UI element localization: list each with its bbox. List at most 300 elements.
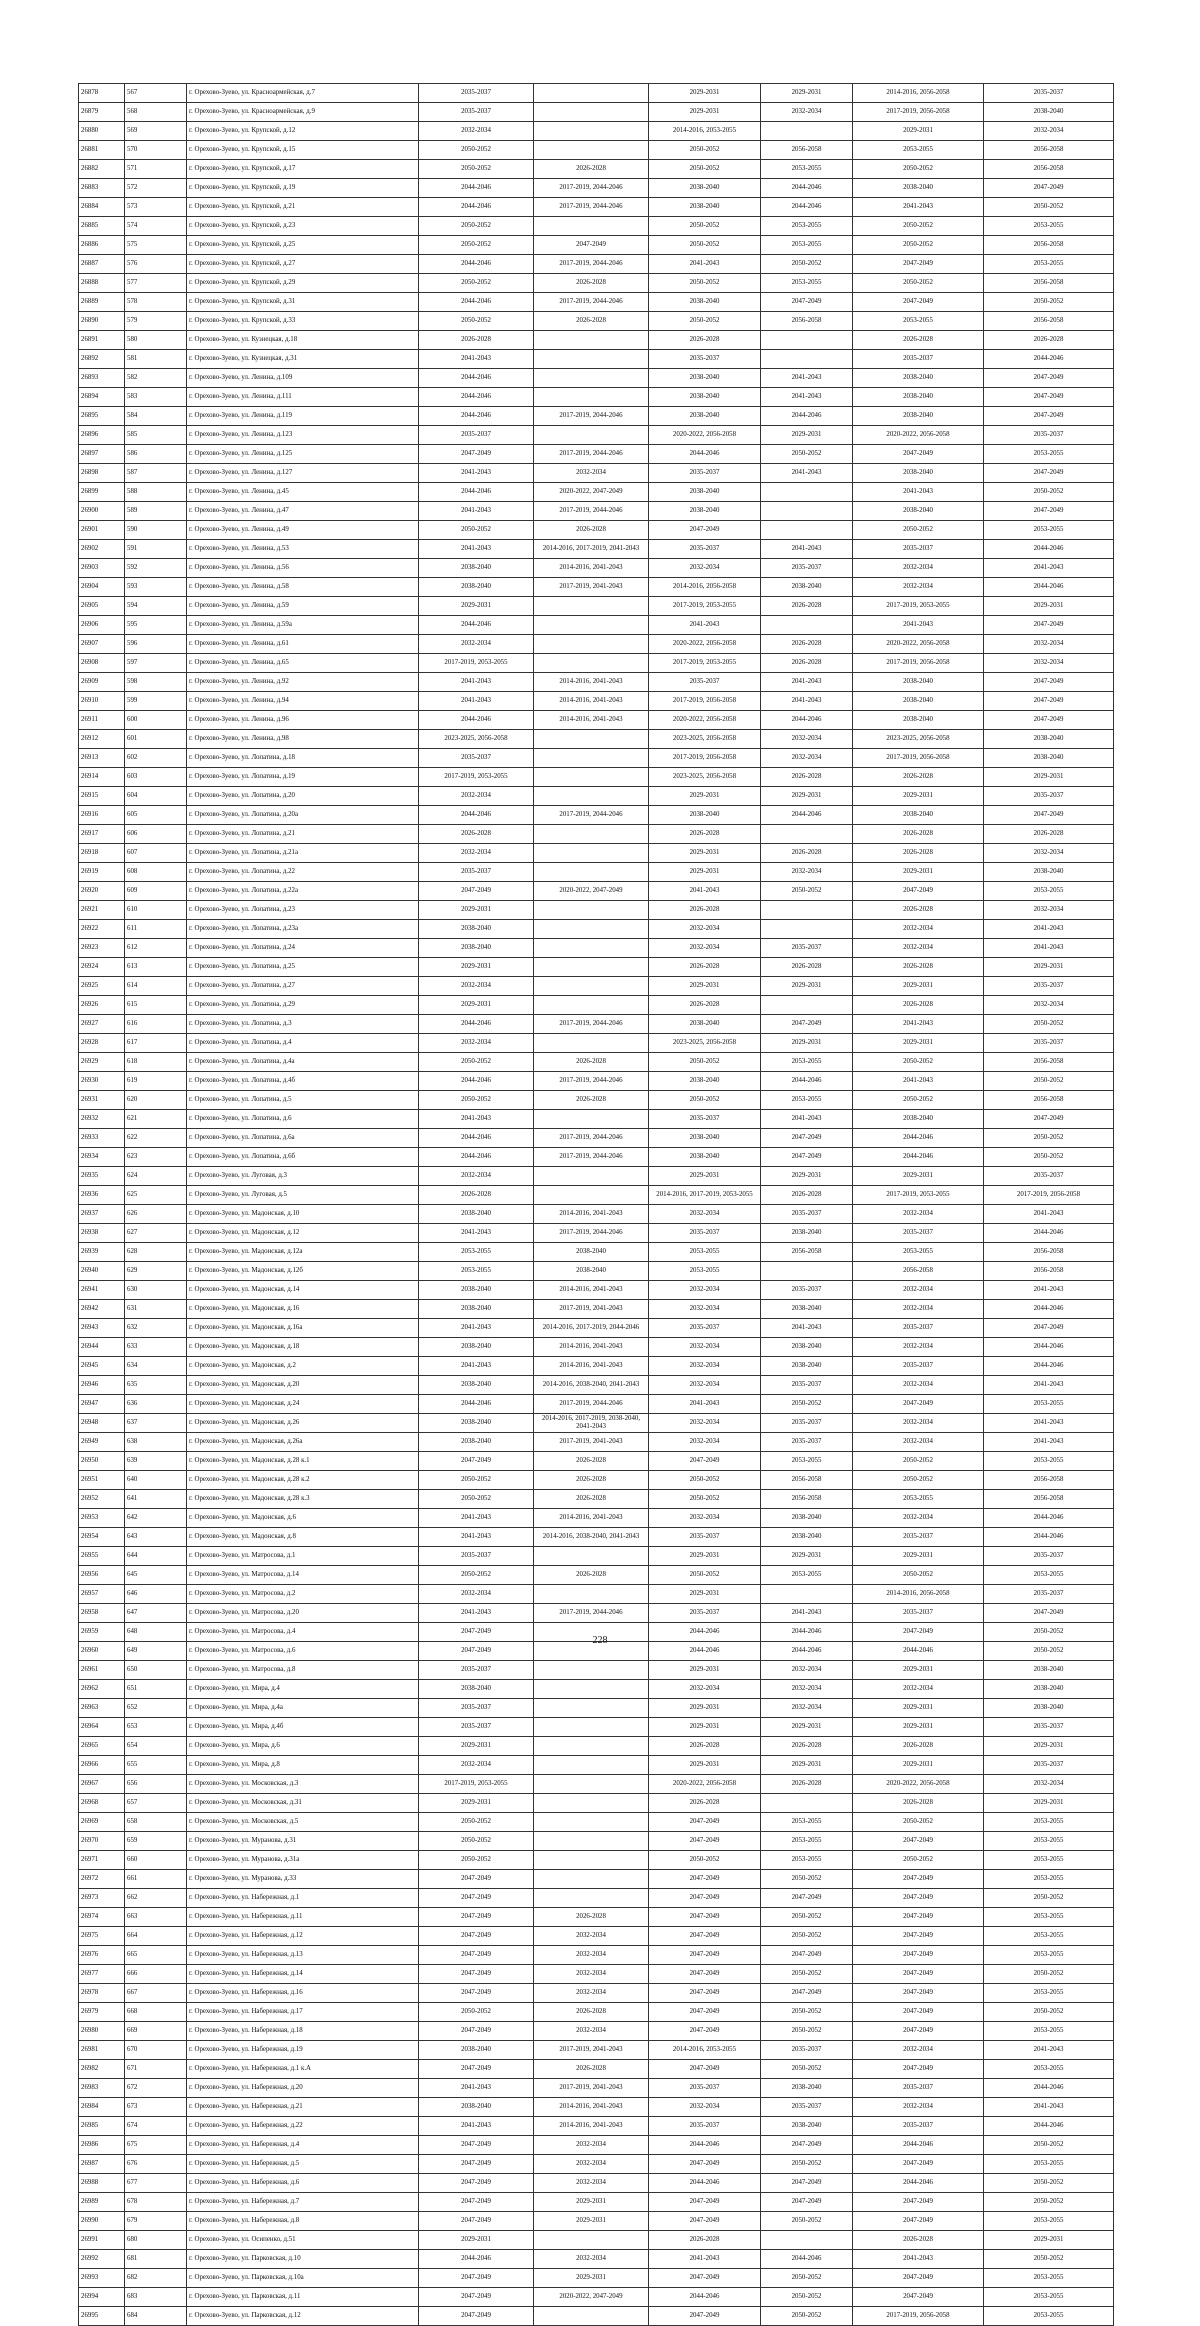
table-row [79, 1490, 1114, 1509]
house-number-cell: 602 [125, 749, 187, 768]
period-cell-2: 2032-2034 [534, 2250, 649, 2269]
period-cell-3: 2038-2040 [649, 502, 761, 521]
house-number-cell: 642 [125, 1509, 187, 1528]
period-cell-4: 2038-2040 [761, 1300, 853, 1319]
period-cell-5: 2029-2031 [853, 1034, 984, 1053]
period-cell-2 [534, 1737, 649, 1756]
period-cell-3: 2026-2028 [649, 331, 761, 350]
house-number-cell: 575 [125, 236, 187, 255]
address-cell: г. Орехово-Зуево, ул. Ленина, д.53 [187, 540, 419, 559]
house-number-cell: 635 [125, 1376, 187, 1395]
period-cell-1: 2038-2040 [419, 1414, 534, 1433]
house-number-cell: 654 [125, 1737, 187, 1756]
period-cell-6: 2029-2031 [984, 1737, 1114, 1756]
period-cell-6: 2038-2040 [984, 730, 1114, 749]
period-cell-6: 2032-2034 [984, 654, 1114, 673]
period-cell-3: 2047-2049 [649, 2193, 761, 2212]
table-row [79, 1148, 1114, 1167]
period-cell-3: 2047-2049 [649, 1984, 761, 2003]
period-cell-4 [761, 1794, 853, 1813]
period-cell-3: 2032-2034 [649, 1680, 761, 1699]
house-number-cell: 636 [125, 1395, 187, 1414]
period-cell-1: 2047-2049 [419, 1908, 534, 1927]
table-row [79, 597, 1114, 616]
period-cell-3: 2050-2052 [649, 160, 761, 179]
period-cell-3: 2041-2043 [649, 2250, 761, 2269]
period-cell-2: 2017-2019, 2044-2046 [534, 502, 649, 521]
period-cell-6: 2044-2046 [984, 1300, 1114, 1319]
period-cell-4: 2047-2049 [761, 1984, 853, 2003]
address-cell: г. Орехово-Зуево, ул. Ленина, д.59 [187, 597, 419, 616]
period-cell-4 [761, 2231, 853, 2250]
period-cell-3: 2041-2043 [649, 255, 761, 274]
period-cell-3: 2044-2046 [649, 1642, 761, 1661]
period-cell-3: 2026-2028 [649, 958, 761, 977]
period-cell-6: 2053-2055 [984, 1908, 1114, 1927]
period-cell-1: 2050-2052 [419, 217, 534, 236]
period-cell-3: 2029-2031 [649, 787, 761, 806]
register-sheet [78, 83, 1113, 2326]
period-cell-2 [534, 1699, 649, 1718]
period-cell-5: 2047-2049 [853, 2060, 984, 2079]
period-cell-1: 2029-2031 [419, 901, 534, 920]
house-number-cell: 646 [125, 1585, 187, 1604]
house-number-cell: 629 [125, 1262, 187, 1281]
period-cell-6: 2032-2034 [984, 996, 1114, 1015]
row-id-cell: 26933 [79, 1129, 125, 1148]
period-cell-1: 2032-2034 [419, 122, 534, 141]
period-cell-2: 2014-2016, 2041-2043 [534, 2098, 649, 2117]
period-cell-5: 2050-2052 [853, 1452, 984, 1471]
address-cell: г. Орехово-Зуево, ул. Красноармейская, д.9 [187, 103, 419, 122]
period-cell-3: 2029-2031 [649, 1661, 761, 1680]
period-cell-1: 2044-2046 [419, 806, 534, 825]
period-cell-4: 2041-2043 [761, 464, 853, 483]
period-cell-1: 2041-2043 [419, 1357, 534, 1376]
house-number-cell: 652 [125, 1699, 187, 1718]
period-cell-1: 2047-2049 [419, 1452, 534, 1471]
row-id-cell: 26968 [79, 1794, 125, 1813]
period-cell-5: 2035-2037 [853, 1604, 984, 1623]
period-cell-5: 2032-2034 [853, 1376, 984, 1395]
table-row [79, 1547, 1114, 1566]
table-row [79, 2288, 1114, 2307]
table-row [79, 1129, 1114, 1148]
period-cell-1: 2032-2034 [419, 844, 534, 863]
table-row [79, 502, 1114, 521]
period-cell-1: 2038-2040 [419, 1433, 534, 1452]
period-cell-5: 2014-2016, 2056-2058 [853, 1585, 984, 1604]
period-cell-5: 2047-2049 [853, 1889, 984, 1908]
period-cell-6: 2053-2055 [984, 2288, 1114, 2307]
period-cell-6: 2044-2046 [984, 540, 1114, 559]
period-cell-5: 2047-2049 [853, 293, 984, 312]
period-cell-4: 2050-2052 [761, 1927, 853, 1946]
table-row [79, 730, 1114, 749]
period-cell-4 [761, 1585, 853, 1604]
period-cell-5: 2047-2049 [853, 1870, 984, 1889]
table-row [79, 1015, 1114, 1034]
period-cell-3: 2038-2040 [649, 369, 761, 388]
table-row [79, 863, 1114, 882]
period-cell-3: 2017-2019, 2056-2058 [649, 749, 761, 768]
period-cell-4: 2032-2034 [761, 749, 853, 768]
period-cell-2: 2017-2019, 2044-2046 [534, 179, 649, 198]
period-cell-6: 2044-2046 [984, 2117, 1114, 2136]
house-number-cell: 669 [125, 2022, 187, 2041]
row-id-cell: 26993 [79, 2269, 125, 2288]
table-row [79, 1319, 1114, 1338]
row-id-cell: 26940 [79, 1262, 125, 1281]
period-cell-4: 2050-2052 [761, 882, 853, 901]
period-cell-1: 2047-2049 [419, 1927, 534, 1946]
row-id-cell: 26952 [79, 1490, 125, 1509]
house-number-cell: 617 [125, 1034, 187, 1053]
period-cell-6: 2053-2055 [984, 2307, 1114, 2326]
house-number-cell: 570 [125, 141, 187, 160]
table-row [79, 616, 1114, 635]
address-cell: г. Орехово-Зуево, ул. Муранова, д.33 [187, 1870, 419, 1889]
period-cell-6: 2053-2055 [984, 1395, 1114, 1414]
address-cell: г. Орехово-Зуево, ул. Набережная, д.18 [187, 2022, 419, 2041]
address-cell: г. Орехово-Зуево, ул. Крупской, д.21 [187, 198, 419, 217]
period-cell-3: 2044-2046 [649, 445, 761, 464]
period-cell-1: 2035-2037 [419, 103, 534, 122]
period-cell-5: 2047-2049 [853, 255, 984, 274]
period-cell-5: 2047-2049 [853, 1984, 984, 2003]
period-cell-5: 2047-2049 [853, 1908, 984, 1927]
house-number-cell: 567 [125, 84, 187, 103]
period-cell-3: 2050-2052 [649, 1851, 761, 1870]
period-cell-6: 2050-2052 [984, 1148, 1114, 1167]
period-cell-2 [534, 350, 649, 369]
period-cell-2 [534, 958, 649, 977]
period-cell-5: 2029-2031 [853, 1699, 984, 1718]
period-cell-2: 2026-2028 [534, 2003, 649, 2022]
period-cell-5: 2035-2037 [853, 2117, 984, 2136]
row-id-cell: 26908 [79, 654, 125, 673]
address-cell: г. Орехово-Зуево, ул. Набережная, д.6 [187, 2174, 419, 2193]
house-number-cell: 667 [125, 1984, 187, 2003]
address-cell: г. Орехово-Зуево, ул. Лопатина, д.19 [187, 768, 419, 787]
period-cell-3: 2050-2052 [649, 1091, 761, 1110]
period-cell-6: 2053-2055 [984, 2212, 1114, 2231]
table-row [79, 350, 1114, 369]
row-id-cell: 26987 [79, 2155, 125, 2174]
period-cell-4: 2038-2040 [761, 1224, 853, 1243]
table-body [79, 84, 1114, 2326]
table-row [79, 1528, 1114, 1547]
period-cell-6: 2053-2055 [984, 1870, 1114, 1889]
table-row [79, 2136, 1114, 2155]
period-cell-6: 2041-2043 [984, 1414, 1114, 1433]
period-cell-5: 2047-2049 [853, 1965, 984, 1984]
address-cell: г. Орехово-Зуево, ул. Красноармейская, д.7 [187, 84, 419, 103]
period-cell-4: 2050-2052 [761, 255, 853, 274]
period-cell-2 [534, 597, 649, 616]
period-cell-1: 2047-2049 [419, 2174, 534, 2193]
address-cell: г. Орехово-Зуево, ул. Набережная, д.19 [187, 2041, 419, 2060]
row-id-cell: 26927 [79, 1015, 125, 1034]
period-cell-3: 2050-2052 [649, 274, 761, 293]
row-id-cell: 26894 [79, 388, 125, 407]
house-number-cell: 569 [125, 122, 187, 141]
table-row [79, 540, 1114, 559]
address-cell: г. Орехово-Зуево, ул. Лопатина, д.20а [187, 806, 419, 825]
period-cell-4: 2032-2034 [761, 1680, 853, 1699]
row-id-cell: 26953 [79, 1509, 125, 1528]
period-cell-6: 2050-2052 [984, 2193, 1114, 2212]
period-cell-5: 2032-2034 [853, 578, 984, 597]
period-cell-6: 2035-2037 [984, 787, 1114, 806]
row-id-cell: 26958 [79, 1604, 125, 1623]
row-id-cell: 26930 [79, 1072, 125, 1091]
period-cell-6: 2050-2052 [984, 1642, 1114, 1661]
period-cell-1: 2044-2046 [419, 369, 534, 388]
period-cell-5: 2050-2052 [853, 1091, 984, 1110]
house-number-cell: 683 [125, 2288, 187, 2307]
table-row [79, 1984, 1114, 2003]
period-cell-6: 2029-2031 [984, 958, 1114, 977]
address-cell: г. Орехово-Зуево, ул. Набережная, д.1 к.А [187, 2060, 419, 2079]
period-cell-2 [534, 635, 649, 654]
period-cell-2: 2017-2019, 2041-2043 [534, 2041, 649, 2060]
row-id-cell: 26890 [79, 312, 125, 331]
house-number-cell: 610 [125, 901, 187, 920]
house-number-cell: 664 [125, 1927, 187, 1946]
period-cell-2: 2017-2019, 2044-2046 [534, 198, 649, 217]
period-cell-3: 2032-2034 [649, 920, 761, 939]
row-id-cell: 26971 [79, 1851, 125, 1870]
period-cell-6: 2032-2034 [984, 1775, 1114, 1794]
table-row [79, 844, 1114, 863]
address-cell: г. Орехово-Зуево, ул. Ленина, д.125 [187, 445, 419, 464]
house-number-cell: 598 [125, 673, 187, 692]
house-number-cell: 589 [125, 502, 187, 521]
period-cell-4 [761, 1262, 853, 1281]
house-number-cell: 601 [125, 730, 187, 749]
house-number-cell: 631 [125, 1300, 187, 1319]
period-cell-3: 2047-2049 [649, 1813, 761, 1832]
period-cell-5: 2035-2037 [853, 1357, 984, 1376]
period-cell-5: 2032-2034 [853, 2098, 984, 2117]
period-cell-2: 2032-2034 [534, 1965, 649, 1984]
period-cell-6: 2038-2040 [984, 863, 1114, 882]
row-id-cell: 26914 [79, 768, 125, 787]
address-cell: г. Орехово-Зуево, ул. Мадонская, д.18 [187, 1338, 419, 1357]
house-number-cell: 572 [125, 179, 187, 198]
address-cell: г. Орехово-Зуево, ул. Ленина, д.49 [187, 521, 419, 540]
period-cell-4: 2041-2043 [761, 1604, 853, 1623]
row-id-cell: 26911 [79, 711, 125, 730]
address-cell: г. Орехово-Зуево, ул. Мадонская, д.28 к.3 [187, 1490, 419, 1509]
period-cell-3: 2029-2031 [649, 84, 761, 103]
period-cell-6: 2044-2046 [984, 1509, 1114, 1528]
period-cell-5: 2047-2049 [853, 2022, 984, 2041]
period-cell-3: 2023-2025, 2056-2058 [649, 1034, 761, 1053]
house-number-cell: 612 [125, 939, 187, 958]
address-cell: г. Орехово-Зуево, ул. Крупской, д.25 [187, 236, 419, 255]
period-cell-4: 2053-2055 [761, 1832, 853, 1851]
house-number-cell: 627 [125, 1224, 187, 1243]
period-cell-2 [534, 920, 649, 939]
period-cell-3: 2050-2052 [649, 1471, 761, 1490]
address-cell: г. Орехово-Зуево, ул. Мадонская, д.26 [187, 1414, 419, 1433]
period-cell-1: 2050-2052 [419, 1053, 534, 1072]
period-cell-6: 2050-2052 [984, 1015, 1114, 1034]
period-cell-5: 2038-2040 [853, 806, 984, 825]
row-id-cell: 26932 [79, 1110, 125, 1129]
address-cell: г. Орехово-Зуево, ул. Мадонская, д.12 [187, 1224, 419, 1243]
period-cell-4: 2050-2052 [761, 2022, 853, 2041]
row-id-cell: 26990 [79, 2212, 125, 2231]
row-id-cell: 26989 [79, 2193, 125, 2212]
period-cell-3: 2050-2052 [649, 141, 761, 160]
period-cell-4: 2050-2052 [761, 2003, 853, 2022]
period-cell-1: 2044-2046 [419, 483, 534, 502]
house-number-cell: 581 [125, 350, 187, 369]
period-cell-2 [534, 1813, 649, 1832]
house-number-cell: 662 [125, 1889, 187, 1908]
period-cell-4: 2044-2046 [761, 198, 853, 217]
period-cell-1: 2047-2049 [419, 882, 534, 901]
period-cell-5: 2029-2031 [853, 1718, 984, 1737]
house-number-cell: 593 [125, 578, 187, 597]
period-cell-2: 2017-2019, 2044-2046 [534, 1395, 649, 1414]
row-id-cell: 26937 [79, 1205, 125, 1224]
period-cell-2 [534, 996, 649, 1015]
period-cell-5: 2038-2040 [853, 673, 984, 692]
period-cell-3: 2035-2037 [649, 540, 761, 559]
period-cell-1: 2047-2049 [419, 2022, 534, 2041]
period-cell-2: 2026-2028 [534, 160, 649, 179]
row-id-cell: 26967 [79, 1775, 125, 1794]
period-cell-5: 2032-2034 [853, 2041, 984, 2060]
period-cell-5: 2047-2049 [853, 2193, 984, 2212]
period-cell-3: 2050-2052 [649, 1566, 761, 1585]
period-cell-5: 2038-2040 [853, 1110, 984, 1129]
period-cell-1: 2050-2052 [419, 1091, 534, 1110]
period-cell-1: 2044-2046 [419, 1015, 534, 1034]
period-cell-4: 2026-2028 [761, 635, 853, 654]
period-cell-4: 2038-2040 [761, 1509, 853, 1528]
period-cell-6: 2029-2031 [984, 597, 1114, 616]
row-id-cell: 26995 [79, 2307, 125, 2326]
period-cell-2: 2032-2034 [534, 1946, 649, 1965]
address-cell: г. Орехово-Зуево, ул. Мадонская, д.6 [187, 1509, 419, 1528]
table-row [79, 1224, 1114, 1243]
address-cell: г. Орехово-Зуево, ул. Мадонская, д.10 [187, 1205, 419, 1224]
row-id-cell: 26899 [79, 483, 125, 502]
period-cell-5: 2050-2052 [853, 1471, 984, 1490]
period-cell-1: 2038-2040 [419, 1680, 534, 1699]
address-cell: г. Орехово-Зуево, ул. Мадонская, д.2 [187, 1357, 419, 1376]
house-number-cell: 568 [125, 103, 187, 122]
row-id-cell: 26905 [79, 597, 125, 616]
row-id-cell: 26929 [79, 1053, 125, 1072]
period-cell-5: 2047-2049 [853, 1927, 984, 1946]
address-cell: г. Орехово-Зуево, ул. Мадонская, д.16 [187, 1300, 419, 1319]
period-cell-6: 2038-2040 [984, 1680, 1114, 1699]
period-cell-4: 2026-2028 [761, 768, 853, 787]
period-cell-6: 2053-2055 [984, 1452, 1114, 1471]
table-row [79, 578, 1114, 597]
period-cell-2: 2014-2016, 2041-2043 [534, 559, 649, 578]
row-id-cell: 26917 [79, 825, 125, 844]
period-cell-3: 2035-2037 [649, 1528, 761, 1547]
period-cell-2: 2014-2016, 2041-2043 [534, 1509, 649, 1528]
row-id-cell: 26951 [79, 1471, 125, 1490]
table-row [79, 1433, 1114, 1452]
period-cell-2: 2017-2019, 2044-2046 [534, 445, 649, 464]
table-row [79, 1737, 1114, 1756]
address-cell: г. Орехово-Зуево, ул. Московская, д.31 [187, 1794, 419, 1813]
period-cell-6: 2050-2052 [984, 2136, 1114, 2155]
period-cell-4: 2035-2037 [761, 1281, 853, 1300]
period-cell-5: 2026-2028 [853, 996, 984, 1015]
row-id-cell: 26892 [79, 350, 125, 369]
period-cell-1: 2047-2049 [419, 1623, 534, 1642]
period-cell-1: 2044-2046 [419, 1072, 534, 1091]
table-row [79, 1775, 1114, 1794]
period-cell-6: 2047-2049 [984, 711, 1114, 730]
period-cell-4: 2056-2058 [761, 1471, 853, 1490]
period-cell-5: 2026-2028 [853, 844, 984, 863]
address-cell: г. Орехово-Зуево, ул. Ленина, д.92 [187, 673, 419, 692]
table-row [79, 2155, 1114, 2174]
period-cell-2: 2020-2022, 2047-2049 [534, 2288, 649, 2307]
table-row [79, 1946, 1114, 1965]
period-cell-5: 2020-2022, 2056-2058 [853, 635, 984, 654]
period-cell-4: 2056-2058 [761, 141, 853, 160]
row-id-cell: 26920 [79, 882, 125, 901]
period-cell-2: 2026-2028 [534, 1452, 649, 1471]
period-cell-2: 2014-2016, 2017-2019, 2041-2043 [534, 540, 649, 559]
period-cell-3: 2029-2031 [649, 1718, 761, 1737]
table-row [79, 2003, 1114, 2022]
period-cell-3: 2035-2037 [649, 2079, 761, 2098]
address-cell: г. Орехово-Зуево, ул. Ленина, д.96 [187, 711, 419, 730]
period-cell-4: 2026-2028 [761, 597, 853, 616]
period-cell-3: 2047-2049 [649, 2155, 761, 2174]
row-id-cell: 26991 [79, 2231, 125, 2250]
period-cell-6: 2056-2058 [984, 1490, 1114, 1509]
address-cell: г. Орехово-Зуево, ул. Ленина, д.98 [187, 730, 419, 749]
period-cell-5: 2032-2034 [853, 1205, 984, 1224]
row-id-cell: 26919 [79, 863, 125, 882]
period-cell-4: 2035-2037 [761, 939, 853, 958]
row-id-cell: 26969 [79, 1813, 125, 1832]
period-cell-3: 2017-2019, 2053-2055 [649, 597, 761, 616]
row-id-cell: 26939 [79, 1243, 125, 1262]
house-number-cell: 639 [125, 1452, 187, 1471]
period-cell-3: 2038-2040 [649, 1015, 761, 1034]
period-cell-3: 2050-2052 [649, 1490, 761, 1509]
period-cell-6: 2053-2055 [984, 2022, 1114, 2041]
period-cell-5: 2029-2031 [853, 787, 984, 806]
period-cell-4: 2050-2052 [761, 2269, 853, 2288]
period-cell-6: 2056-2058 [984, 141, 1114, 160]
period-cell-2: 2029-2031 [534, 2269, 649, 2288]
period-cell-4: 2038-2040 [761, 2079, 853, 2098]
address-cell: г. Орехово-Зуево, ул. Мадонская, д.8 [187, 1528, 419, 1547]
period-cell-2 [534, 1832, 649, 1851]
period-cell-6: 2053-2055 [984, 1927, 1114, 1946]
table-row [79, 464, 1114, 483]
row-id-cell: 26922 [79, 920, 125, 939]
period-cell-4: 2056-2058 [761, 312, 853, 331]
period-cell-5: 2050-2052 [853, 1851, 984, 1870]
